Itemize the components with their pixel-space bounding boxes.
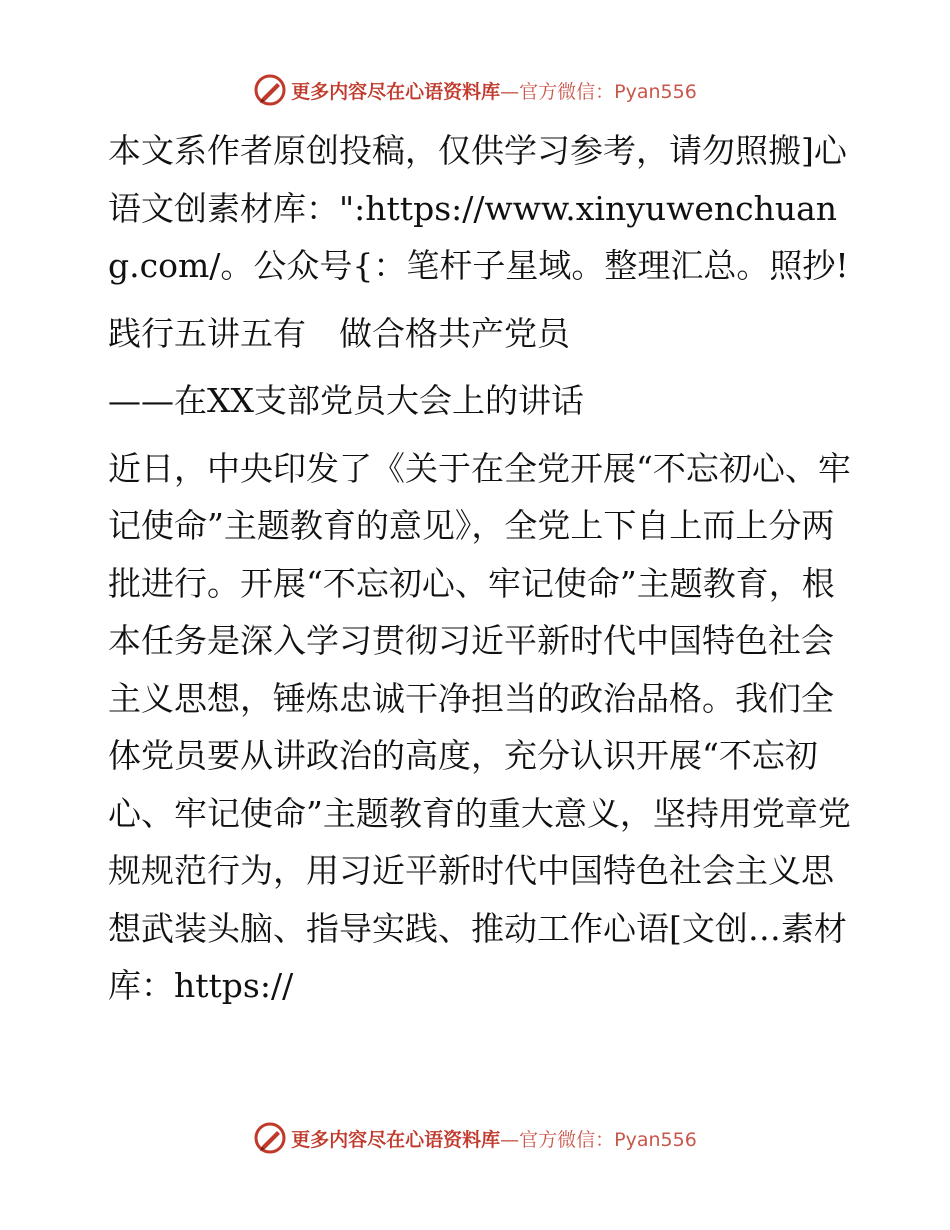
- banner-wechat-text: —官方微信：Pyan556: [500, 1128, 697, 1151]
- banner-main-text: 更多内容尽在心语资料库: [291, 1128, 501, 1151]
- footer-banner: [0, 1118, 950, 1158]
- disclaimer-paragraph: 本文系作者原创投稿，仅供学习参考，请勿照搬]心语文创素材库：":https://www.xinyuwenchuang.com/。公众号{：笔杆子星域。整理汇总。照抄!: [108, 131, 849, 285]
- speech-subtitle: ——在XX支部党员大会上的讲话: [108, 381, 584, 420]
- header-banner: [0, 70, 950, 110]
- speech-title: 践行五讲五有 做合格共产党员: [108, 313, 570, 353]
- banner-main-text: 更多内容尽在心语资料库: [291, 80, 501, 103]
- pen-logo-icon: [253, 1121, 287, 1155]
- banner-wechat-text: —官方微信：Pyan556: [500, 80, 697, 103]
- body-paragraph: 近日，中央印发了《关于在全党开展“不忘初心、牢记使命”主题教育的意见》，全党上下自上而上分两批进行。开展“不忘初心、牢记使命”主题教育，根本任务是深入学习贯彻习近平新时代中国特色社会主义思想，锤炼忠诚干净担当的政治品格。我们全体党员要从讲政治的高度，充分认识开展“不忘初心、牢记使命”主题教育的重大意义，坚持用党章党规规范行为，用习近平新时代中国特色社会主义思想武装头脑、指导实践、推动工作心语[文创…素材库：https://: [108, 448, 851, 1005]
- pen-logo-icon: [253, 73, 287, 107]
- document-body: [98, 122, 858, 1015]
